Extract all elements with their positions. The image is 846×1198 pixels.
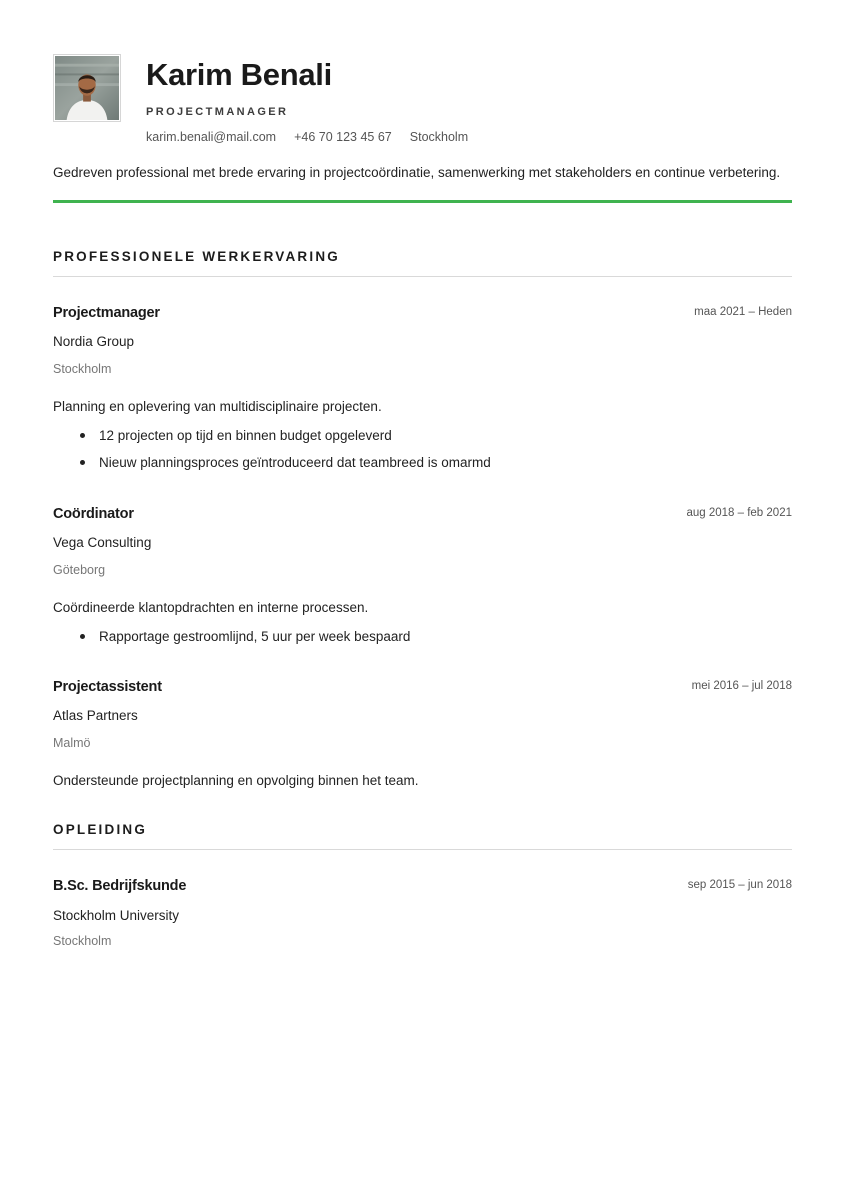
entry-description: Coördineerde klantopdrachten en interne processen. [53, 600, 369, 615]
experience-entry [53, 506, 792, 644]
profile-photo-image [55, 56, 119, 120]
entry-role: Projectassistent [53, 679, 162, 695]
education-entry [53, 878, 792, 948]
education-divider [53, 849, 792, 850]
bullet-dot [80, 433, 85, 438]
experience-heading: PROFESSIONELE WERKERVARING [53, 249, 340, 264]
profile-summary: Gedreven professional met brede ervaring in projectcoördinatie, samenwerking met stakeholders en continue verbetering. [53, 165, 781, 180]
experience-entry [53, 305, 792, 470]
entry-degree: B.Sc. Bedrijfskunde [53, 878, 187, 894]
entry-dates: maa 2021 – Heden [694, 306, 792, 318]
entry-location: Malmö [53, 736, 91, 750]
entry-location: Göteborg [53, 563, 106, 577]
bullet-item [53, 623, 410, 650]
entry-institution: Stockholm University [53, 908, 180, 923]
entry-description: Planning en oplevering van multidisciplinaire projecten. [53, 399, 382, 414]
contact-city: Stockholm [409, 130, 469, 144]
entry-role: Projectmanager [53, 305, 160, 321]
contact-phone[interactable]: +46 70 123 45 67 [294, 130, 392, 144]
contact-email[interactable]: karim.benali@mail.com [146, 130, 277, 144]
education-heading: OPLEIDING [53, 822, 148, 837]
experience-entry [53, 679, 792, 788]
candidate-title: PROJECTMANAGER [146, 106, 289, 118]
entry-dates: sep 2015 – jun 2018 [687, 879, 792, 891]
bullet-text: Nieuw planningsproces geïntroduceerd dat teambreed is omarmd [99, 455, 491, 470]
profile-photo [53, 54, 121, 122]
bullet-item [53, 422, 491, 449]
entry-organization: Nordia Group [53, 334, 135, 349]
bullet-text: Rapportage gestroomlijnd, 5 uur per week bespaard [99, 629, 411, 644]
entry-dates: mei 2016 – jul 2018 [691, 680, 792, 692]
bullet-text: 12 projecten op tijd en binnen budget opgeleverd [99, 428, 392, 443]
experience-divider [53, 276, 792, 277]
bullet-dot [80, 634, 85, 639]
entry-location: Stockholm [53, 362, 112, 376]
resume-header [53, 54, 792, 154]
contact-line [146, 130, 468, 144]
entry-bullets [53, 422, 491, 476]
bullet-item [53, 449, 491, 476]
resume-page [53, 54, 792, 948]
candidate-name: Karim Benali [146, 57, 332, 92]
accent-divider [53, 200, 792, 203]
entry-location: Stockholm [53, 934, 112, 948]
entry-role: Coördinator [53, 506, 134, 522]
bullet-dot [80, 460, 85, 465]
entry-bullets [53, 623, 410, 650]
entry-description: Ondersteunde projectplanning en opvolging binnen het team. [53, 773, 419, 788]
entry-organization: Atlas Partners [53, 708, 138, 723]
entry-dates: aug 2018 – feb 2021 [686, 507, 792, 519]
entry-organization: Vega Consulting [53, 535, 152, 550]
